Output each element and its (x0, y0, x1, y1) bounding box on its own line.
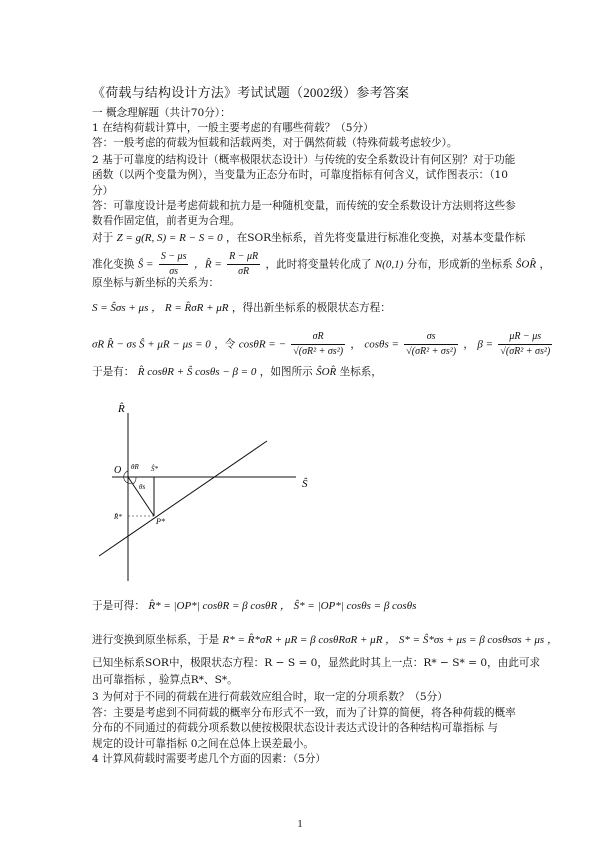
answer-3-line-1: 答：主要是考虑到不同荷载的概率分布形式不一致，而为了计算的简便，将各种荷载的概率 (92, 707, 516, 719)
answer-1: 答：一般考虑的荷载为恒载和活载两类，对于偶然荷载（特殊荷载考虑较少）。 (92, 137, 458, 149)
page-number: 1 (297, 818, 303, 830)
result-expression: R̂* = |OP*| cosθR = β cosθR ， Ŝ* = |OP*| cosθs = β cosθs (148, 600, 417, 612)
limit-function-expression: Z = g(R, S) = R − S = 0 (116, 232, 223, 244)
r-axis-label: R̂ (118, 403, 125, 415)
fraction-numerator: μR − μs (498, 330, 552, 345)
answer-3-line-2: 分布的不同通过的荷载分项系数以使按极限状态设计表达式设计的各种结构可靠指标 与 (92, 722, 498, 734)
answer-3-line-3: 规定的设计可靠指标 0之间在总体上误差最小。 (92, 738, 314, 750)
text-fragment: 于是可得： (92, 600, 145, 612)
question-2-line-2: 函数（以两个变量为例），当变量为正态分布时，可靠度指标有何含义，试作图表示：（10 (92, 169, 509, 181)
text-fragment: 坐标系， (339, 366, 382, 378)
text-fragment: ，如图所示 (259, 366, 313, 378)
s-star-label: Ŝ* (151, 465, 158, 473)
text-fragment: 准化变换 (92, 258, 135, 271)
fraction-denominator: √(σR² + σs²) (406, 346, 457, 357)
fraction-numerator: σs (404, 330, 458, 345)
section-heading: 一 概念理解题（共计70分）： (92, 107, 231, 119)
r-star-label: R̂* (114, 513, 122, 521)
then-equation (92, 365, 382, 379)
text-fragment: ，令 (214, 338, 236, 351)
sor-paragraph-line-3: 原坐标与新坐标的关系为： (92, 277, 220, 289)
fraction-denominator: σR (238, 266, 250, 277)
limit-state-line (99, 441, 267, 556)
fraction-beta (498, 330, 552, 359)
fraction-denominator: √(σR² + σs²) (293, 346, 344, 357)
page-title: 《荷载与结构设计方法》考试试题（2002级）参考答案 (92, 85, 410, 100)
question-4: 4 计算风荷载时需要考虑几个方面的因素：（5分） (92, 753, 327, 765)
result-equation (92, 599, 416, 613)
fraction-cos-theta-s (404, 330, 458, 359)
question-2-line-3: 分） (92, 185, 114, 197)
fraction-denominator: σs (169, 266, 179, 277)
cos-theta-r-label: cosθR = − (238, 338, 286, 351)
p-star-label: P* (156, 517, 165, 526)
fraction-denominator: √(σR² + σs²) (500, 346, 551, 357)
question-1: 1 在结构荷载计算中，一般主要考虑的有哪些荷载？（5分） (92, 122, 374, 134)
theta-s-label: θs (139, 483, 146, 491)
fraction-r-standardized (227, 250, 260, 279)
coordinate-system-label: ŜOR̂ (316, 366, 337, 378)
cos-theta-s-label: cosθs = (364, 338, 399, 351)
text-fragment: ， (539, 258, 551, 271)
fraction-cos-theta-r (291, 330, 345, 359)
theta-s-arc (133, 477, 136, 484)
text-fragment: 于是有： (92, 366, 135, 378)
limit-state-expression: σR R̂ − σs Ŝ + μR − μs = 0 (92, 338, 211, 351)
theta-r-label: θR (131, 463, 139, 471)
fraction-numerator: R − μR (227, 250, 260, 265)
convert-equation (92, 633, 558, 647)
fraction-s-standardized (159, 250, 189, 279)
relation-expression: S = Ŝσs + μs ， R = R̂σR + μR (92, 302, 229, 314)
text-fragment: ，此时将变量转化成了 (265, 258, 372, 271)
fraction-numerator: σR (291, 330, 345, 345)
s-axis-label: Ŝ (302, 478, 308, 490)
question-3: 3 为何对于不同的荷载在进行荷载效应组合时，取一定的分项系数？（5分） (92, 691, 448, 703)
normal-distribution-label: N(0,1) (374, 258, 404, 271)
known-line-1: 已知坐标系SOR中，极限状态方程：R − S = 0，显然此时其上一点：R* − S* = 0，由此可求 (92, 657, 541, 669)
text-fragment: 进行变换到原坐标系，于是 (92, 634, 220, 646)
then-expression: R̂ cosθR + Ŝ cosθs − β = 0 (137, 366, 257, 378)
fraction-numerator: S − μs (159, 250, 189, 265)
coordinate-system-label: ŜOR̂ (515, 258, 537, 271)
known-line-2: 出可靠指标 ，验算点R*、S*。 (92, 674, 238, 686)
sor-paragraph-line-1 (92, 231, 525, 245)
reliability-diagram (92, 393, 332, 588)
origin-label: O (114, 465, 122, 476)
convert-expression: R* = R̂*σR + μR = β cosθRσR + μR ， S* = Ŝ*σs + μs = β cosθsσs + μs ， (222, 634, 558, 646)
text-fragment: ，得出新坐标系的极限状态方程： (231, 302, 391, 314)
relation-equation (92, 301, 391, 315)
limit-state-equation: σR R̂ − σs Ŝ + μR − μs = 0 ，令 cosθR = − $\frac{\sigma R}{\text{√(σR² + σs²)}}$ ， cosθs = $\frac{\sigma s}{\text{√(σR² + σs²)}}$ ， β = $\frac{\mu R - \mu s}{\text{√(σR² + σs²)}}$ (92, 331, 551, 357)
sor-paragraph-line-2: 准化变换 Ŝ = $\frac{S - \mu s}{\sigma s}$ ，R̂ = $\frac{R - \mu R}{\sigma R}$ ，此时将变量转化成了 N(0,1) 分布，形成新的坐标系 ŜOR̂ ， (92, 251, 551, 277)
text-fragment: 分布，形成新的坐标系 (406, 258, 513, 271)
text-fragment: 对于 (92, 232, 114, 244)
question-2-line-1: 2 基于可靠度的结构设计（概率极限状态设计）与传统的安全系数设计有何区别？对于功能 (92, 154, 516, 166)
beta-label: β = (477, 338, 494, 351)
answer-2-line-2: 数看作固定值，前者更为合理。 (92, 215, 241, 227)
text-fragment: ，在SOR坐标系，首先将变量进行标准化变换，对基本变量作标 (226, 232, 526, 244)
answer-2-line-1: 答：可靠度设计是考虑荷载和抗力是一种随机变量，而传统的安全系数设计方法则将这些参 (92, 200, 516, 212)
